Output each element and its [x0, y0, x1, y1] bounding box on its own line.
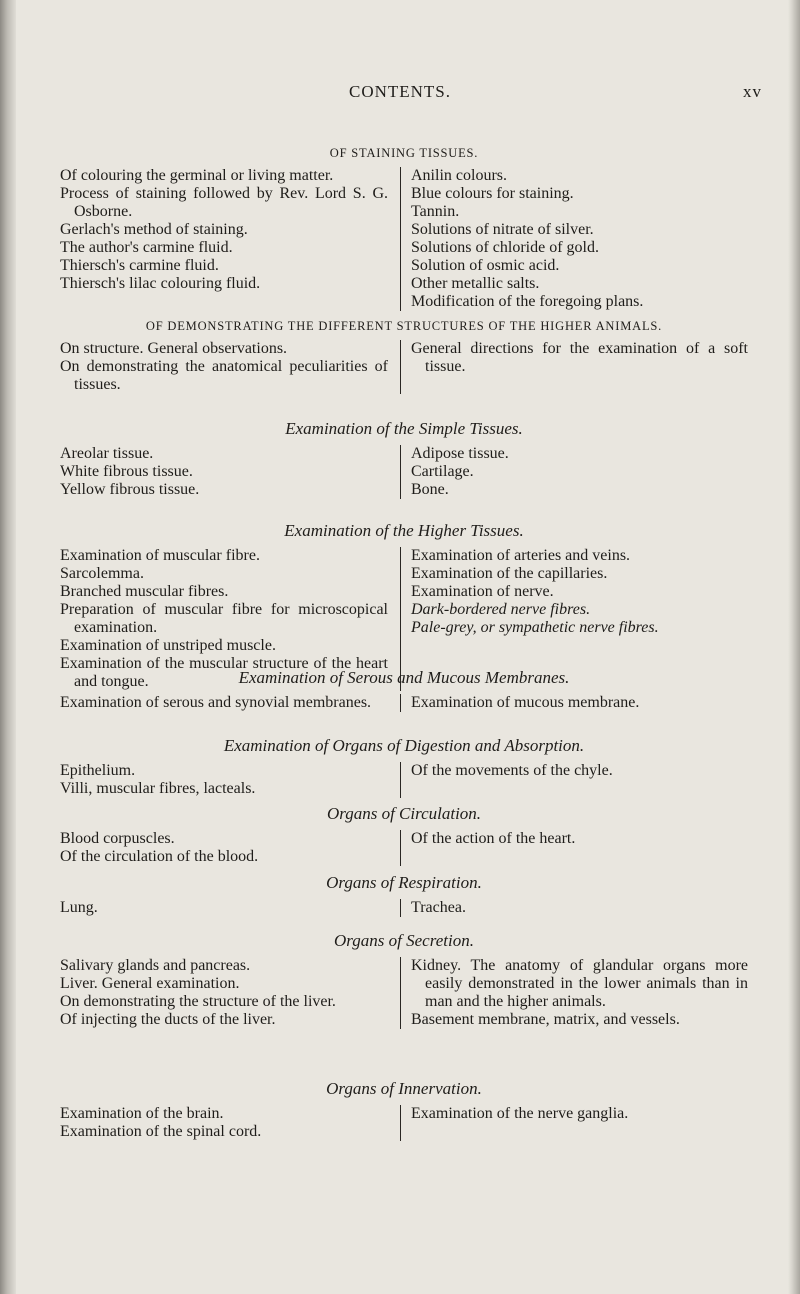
left-column — [60, 830, 400, 866]
section-heading: Organs of Secretion. — [334, 931, 474, 950]
section-columns — [60, 762, 748, 798]
contents-entry: Anilin colours. — [411, 167, 507, 184]
contents-entry: Examination of nerve. — [411, 583, 554, 600]
contents-section — [60, 419, 748, 499]
contents-entry: Examination of the muscular structure of the heart and tongue. — [60, 655, 388, 690]
section-columns — [60, 167, 748, 311]
contents-entry: Epithelium. — [60, 762, 136, 779]
section-heading: OF DEMONSTRATING THE DIFFERENT STRUCTURES OF THE HIGHER ANIMALS. — [145, 319, 663, 333]
contents-entry: On demonstrating the structure of the liver. — [60, 993, 336, 1010]
contents-entry: Sarcolemma. — [60, 565, 144, 582]
section-heading: Examination of the Simple Tissues. — [285, 419, 523, 438]
section-heading: Organs of Circulation. — [326, 804, 482, 823]
right-column — [400, 1105, 748, 1141]
contents-page — [30, 0, 770, 1294]
section-columns — [60, 1105, 748, 1141]
contents-entry: Modification of the foregoing plans. — [411, 293, 644, 310]
page-number: xv — [743, 82, 762, 101]
contents-entry: Gerlach's method of staining. — [60, 221, 248, 238]
contents-entry: General directions for the examination of a soft tissue. — [411, 340, 748, 375]
contents-section — [60, 736, 748, 798]
left-column — [60, 340, 400, 394]
right-column — [400, 762, 748, 798]
contents-entry: Thiersch's lilac colouring fluid. — [60, 275, 261, 292]
contents-section — [60, 873, 748, 917]
right-column — [400, 957, 748, 1029]
contents-entry: Preparation of muscular fibre for microscopical examination. — [60, 601, 388, 636]
contents-entry: Salivary glands and pancreas. — [60, 957, 251, 974]
book-gutter-shadow — [0, 0, 16, 1294]
right-column — [400, 167, 748, 311]
right-column — [400, 830, 748, 866]
contents-entry: Examination of the spinal cord. — [60, 1123, 262, 1140]
contents-entry: Other metallic salts. — [411, 275, 540, 292]
contents-entry: Trachea. — [411, 899, 466, 916]
contents-entry: Cartilage. — [411, 463, 474, 480]
contents-entry: Bone. — [411, 481, 449, 498]
section-heading: Organs of Respiration. — [326, 873, 482, 892]
left-column — [60, 957, 400, 1029]
section-columns — [60, 340, 748, 394]
left-column — [60, 899, 400, 917]
contents-entry: White fibrous tissue. — [60, 463, 193, 480]
contents-section — [60, 804, 748, 866]
contents-entry: Adipose tissue. — [411, 445, 509, 462]
contents-entry: Examination of the brain. — [60, 1105, 224, 1122]
section-columns — [60, 445, 748, 499]
contents-entry: On structure. General observations. — [60, 340, 288, 357]
contents-section — [60, 668, 748, 712]
right-column — [400, 445, 748, 499]
contents-entry: Lung. — [60, 899, 98, 916]
section-heading: OF STAINING TISSUES. — [329, 146, 479, 160]
contents-section — [60, 319, 748, 394]
contents-entry: Of the action of the heart. — [411, 830, 576, 847]
section-heading: Examination of the Higher Tissues. — [284, 521, 524, 540]
contents-entry: Yellow fibrous tissue. — [60, 481, 200, 498]
section-heading: Examination of Serous and Mucous Membranes. — [238, 668, 570, 687]
contents-entry: Villi, muscular fibres, lacteals. — [60, 780, 256, 797]
section-columns — [60, 694, 748, 712]
left-column — [60, 445, 400, 499]
contents-entry: Examination of the capillaries. — [411, 565, 608, 582]
contents-entry: Solutions of chloride of gold. — [411, 239, 599, 256]
contents-entry: Solutions of nitrate of silver. — [411, 221, 594, 238]
left-column — [60, 1105, 400, 1141]
section-columns — [60, 830, 748, 866]
contents-entry: The author's carmine fluid. — [60, 239, 233, 256]
section-heading: Organs of Innervation. — [326, 1079, 482, 1098]
contents-entry: Blue colours for staining. — [411, 185, 574, 202]
contents-entry: Kidney. The anatomy of glandular organs more easily demonstrated in the lower animals than in man and the higher animals. — [411, 957, 748, 1010]
right-column — [400, 694, 748, 712]
running-head — [30, 82, 770, 106]
contents-entry: Of injecting the ducts of the liver. — [60, 1011, 276, 1028]
contents-entry: Of the movements of the chyle. — [411, 762, 613, 779]
contents-entry: Examination of arteries and veins. — [411, 547, 631, 564]
contents-entry: Pale-grey, or sympathetic nerve fibres. — [411, 619, 659, 636]
running-title: CONTENTS. — [348, 82, 452, 101]
contents-entry: Of colouring the germinal or living matter. — [60, 167, 334, 184]
contents-entry: Branched muscular fibres. — [60, 583, 229, 600]
contents-entry: Dark-bordered nerve fibres. — [411, 601, 591, 618]
page-edge-shadow — [788, 0, 800, 1294]
contents-entry: Examination of serous and synovial membranes. — [60, 694, 372, 711]
contents-entry: Tannin. — [411, 203, 460, 220]
left-column — [60, 762, 400, 798]
contents-entry: Examination of mucous membrane. — [411, 694, 640, 711]
contents-entry: Blood corpuscles. — [60, 830, 175, 847]
section-heading: Examination of Organs of Digestion and Absorption. — [223, 736, 585, 755]
contents-entry: Solution of osmic acid. — [411, 257, 560, 274]
section-columns — [60, 899, 748, 917]
contents-entry: Thiersch's carmine fluid. — [60, 257, 219, 274]
right-column — [400, 899, 748, 917]
contents-entry: Liver. General examination. — [60, 975, 240, 992]
contents-section — [60, 521, 748, 691]
left-column — [60, 694, 400, 712]
contents-entry: On demonstrating the anatomical peculiarities of tissues. — [60, 358, 388, 393]
contents-section — [60, 146, 748, 311]
contents-entry: Examination of unstriped muscle. — [60, 637, 276, 654]
contents-entry: Of the circulation of the blood. — [60, 848, 259, 865]
contents-section — [60, 1079, 748, 1141]
contents-entry: Process of staining followed by Rev. Lord S. G. Osborne. — [60, 185, 388, 220]
left-column — [60, 167, 400, 311]
contents-entry: Examination of the nerve ganglia. — [411, 1105, 629, 1122]
right-column — [400, 340, 748, 394]
contents-entry: Areolar tissue. — [60, 445, 154, 462]
contents-entry: Basement membrane, matrix, and vessels. — [411, 1011, 680, 1028]
section-columns — [60, 957, 748, 1029]
contents-section — [60, 931, 748, 1029]
contents-entry: Examination of muscular fibre. — [60, 547, 260, 564]
